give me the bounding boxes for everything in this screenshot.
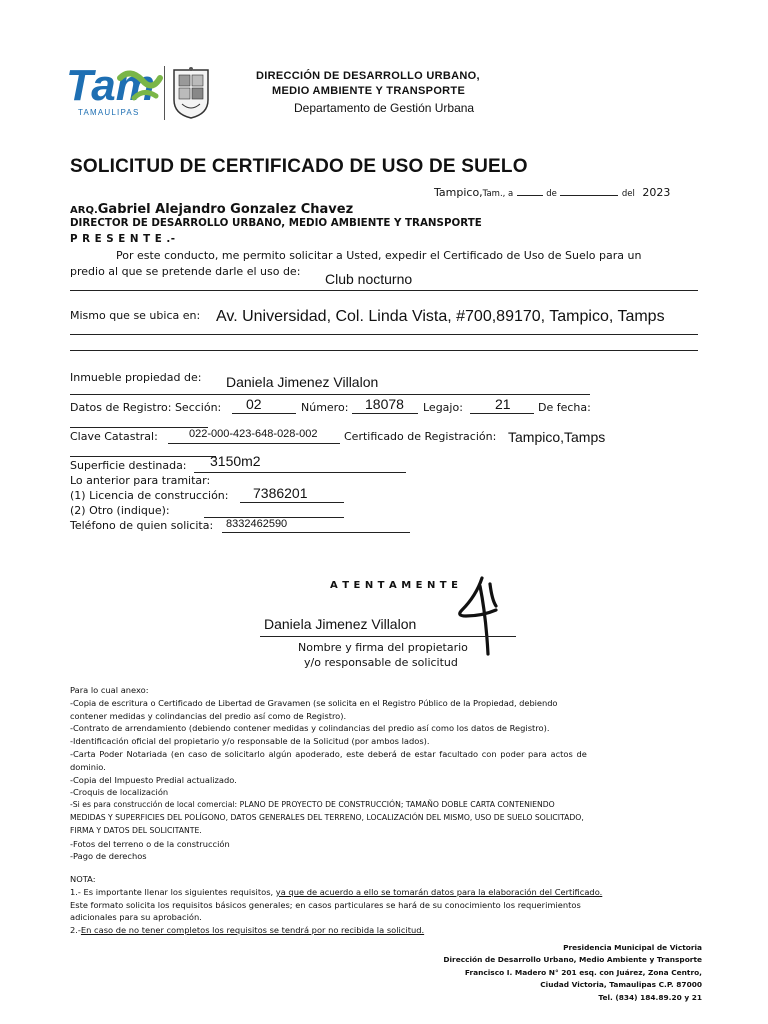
annex-item: -Contrato de arrendamiento (debiendo contener medidas y colindancias del predio así como los datos de Registro). xyxy=(70,723,550,734)
note-3: adicionales para su aprobación. xyxy=(70,912,202,923)
signer-name: Daniela Jimenez Villalon xyxy=(264,616,417,632)
date-month-blank xyxy=(560,195,618,196)
signature-caption-1: Nombre y firma del propietario xyxy=(298,641,468,654)
surface-label: Superficie destinada: xyxy=(70,459,187,472)
coat-of-arms-icon xyxy=(170,66,212,120)
note-1-underlined: ya que de acuerdo a ello se tomarán datos para la elaboración del Certificado. xyxy=(275,886,603,897)
note-4-underlined: En caso de no tener completos los requisitos se tendrá por no recibida la solicitud. xyxy=(80,925,425,936)
location-line-2 xyxy=(70,350,698,351)
date-line xyxy=(434,186,670,199)
owner-value: Daniela Jimenez Villalon xyxy=(226,374,379,390)
cadastral-line xyxy=(168,443,340,444)
other-label: (2) Otro (indique): xyxy=(70,504,170,517)
annex-item: -Carta Poder Notariada (en caso de solicitarlo algún apoderado, este deberá de estar facultado con poder para actos de xyxy=(70,748,587,759)
addressee-name: Gabriel Alejandro Gonzalez Chavez xyxy=(97,202,354,217)
header-line-1: DIRECCIÓN DE DESARROLLO URBANO, xyxy=(256,70,480,82)
tamaulipas-logo xyxy=(64,58,164,120)
annex-item: -Fotos del terreno o de la construcción xyxy=(70,838,230,849)
phone-line xyxy=(222,532,410,533)
registry-label: Datos de Registro: Sección: xyxy=(70,401,222,414)
note-4 xyxy=(70,924,702,937)
page-title: SOLICITUD DE CERTIFICADO DE USO DE SUELO xyxy=(70,156,528,177)
annex-list xyxy=(70,684,702,863)
date-year: 2023 xyxy=(642,186,671,199)
owner-label: Inmueble propiedad de: xyxy=(70,371,202,384)
note-4-number: 2.- xyxy=(70,925,81,936)
signature-line xyxy=(260,636,516,637)
logo-wordmark: Tam xyxy=(66,61,155,110)
previous-label: Lo anterior para tramitar: xyxy=(70,474,211,487)
footer-line: Ciudad Victoria, Tamaulipas C.P. 87000 xyxy=(540,980,702,990)
logo-state: TAMAULIPAS xyxy=(78,108,140,117)
footer-line: Dirección de Desarrollo Urbano, Medio Ambiente y Transporte xyxy=(443,955,702,965)
annex-item: FIRMA Y DATOS DEL SOLICITANTE. xyxy=(70,825,202,835)
signature-caption-2: y/o responsable de solicitud xyxy=(304,656,458,669)
legajo-label: Legajo: xyxy=(423,401,463,414)
location-line-1 xyxy=(70,334,698,335)
atentamente: A T E N T A M E N T E xyxy=(330,580,459,591)
legajo-line xyxy=(470,413,534,414)
cert-line xyxy=(70,456,216,457)
cadastral-value: 022-000-423-648-028-002 xyxy=(189,428,318,440)
notes xyxy=(70,873,702,937)
note-1-text: 1.- Es importante llenar los siguientes requisitos, xyxy=(70,886,274,897)
note-1 xyxy=(70,886,702,899)
surface-line xyxy=(194,472,406,473)
section-line xyxy=(232,413,296,414)
use-line xyxy=(70,290,698,291)
number-line xyxy=(352,413,418,414)
note-2: Este formato solicita los requisitos básicos generales; en casos particulares se hará de su conocimiento los requerimientos xyxy=(70,899,581,910)
annex-item: MEDIDAS Y SUPERFICIES DEL POLÍGONO, DATOS GENERALES DEL TERRENO, LOCALIZACIÓN DEL MISMO, USO DE SUELO SOLICITADO, xyxy=(70,812,584,822)
date-day-blank xyxy=(517,195,543,196)
header-department: Departamento de Gestión Urbana xyxy=(294,101,475,115)
date-state: Tam., a xyxy=(482,189,514,199)
license-value: 7386201 xyxy=(253,485,308,501)
annex-item: -Copia del Impuesto Predial actualizado. xyxy=(70,774,237,785)
location-value: Av. Universidad, Col. Linda Vista, #700,89170, Tampico, Tamps xyxy=(216,308,665,325)
annex-item: dominio. xyxy=(70,761,106,772)
cert-label: Certificado de Registración: xyxy=(344,430,497,443)
number-value: 18078 xyxy=(365,396,404,412)
number-label: Número: xyxy=(301,401,349,414)
location-label: Mismo que se ubica en: xyxy=(70,309,201,322)
annex-item: -Identificación oficial del propietario y/o responsable de la Solicitud (por ambos lados). xyxy=(70,736,430,747)
date-del: del xyxy=(621,189,635,199)
header-line-2: MEDIO AMBIENTE Y TRANSPORTE xyxy=(272,85,466,97)
tam-logo-graphic xyxy=(64,58,164,120)
footer-line: Francisco I. Madero N° 201 esq. con Juárez, Zona Centro, xyxy=(464,967,702,977)
footer-address xyxy=(443,942,702,1004)
fecha-label: De fecha: xyxy=(538,401,591,414)
cert-value: Tampico,Tamps xyxy=(508,429,606,445)
section-value: 02 xyxy=(246,396,262,412)
body-paragraph-1: Por este conducto, me permito solicitar a Usted, expedir el Certificado de Uso de Suelo para un xyxy=(116,249,642,262)
addressee-prefix: ARQ. xyxy=(70,205,98,216)
owner-line xyxy=(70,394,590,395)
license-label: (1) Licencia de construcción: xyxy=(70,489,229,502)
annex-intro: Para lo cual anexo: xyxy=(70,685,149,695)
annex-item: -Si es para construcción de local comercial: PLANO DE PROYECTO DE CONSTRUCCIÓN; TAMAÑO DOBLE CARTA CONTENIENDO xyxy=(70,800,555,810)
body-paragraph-2: predio al que se pretende darle el uso de: xyxy=(70,265,301,278)
cadastral-label: Clave Catastral: xyxy=(70,430,158,443)
fecha-line xyxy=(70,427,208,428)
addressee-name-line xyxy=(70,198,353,217)
legajo-value: 21 xyxy=(495,396,511,412)
use-value: Club nocturno xyxy=(325,271,413,287)
notes-heading: NOTA: xyxy=(70,874,96,884)
date-city: Tampico, xyxy=(434,186,483,199)
surface-value: 3150m2 xyxy=(210,453,261,469)
logo-divider xyxy=(164,66,165,120)
footer-line: Tel. (834) 184.89.20 y 21 xyxy=(598,992,702,1002)
addressee-position: DIRECTOR DE DESARROLLO URBANO, MEDIO AMBIENTE Y TRANSPORTE xyxy=(70,217,482,229)
annex-item: -Croquis de localización xyxy=(70,787,169,798)
annex-item: -Pago de derechos xyxy=(70,851,147,862)
annex-item: contener medidas y colindancias del predio así como de Registro). xyxy=(70,710,347,721)
date-de: de xyxy=(546,189,557,199)
footer-line: Presidencia Municipal de Victoria xyxy=(563,943,702,952)
addressee-presente: P R E S E N T E .- xyxy=(70,233,176,245)
phone-label: Teléfono de quien solicita: xyxy=(70,519,214,532)
phone-value: 8332462590 xyxy=(226,518,288,530)
annex-item: -Copia de escritura o Certificado de Libertad de Gravamen (se solicita en el Registro Público de la Propiedad, debiendo xyxy=(70,697,558,708)
license-line xyxy=(240,502,344,503)
